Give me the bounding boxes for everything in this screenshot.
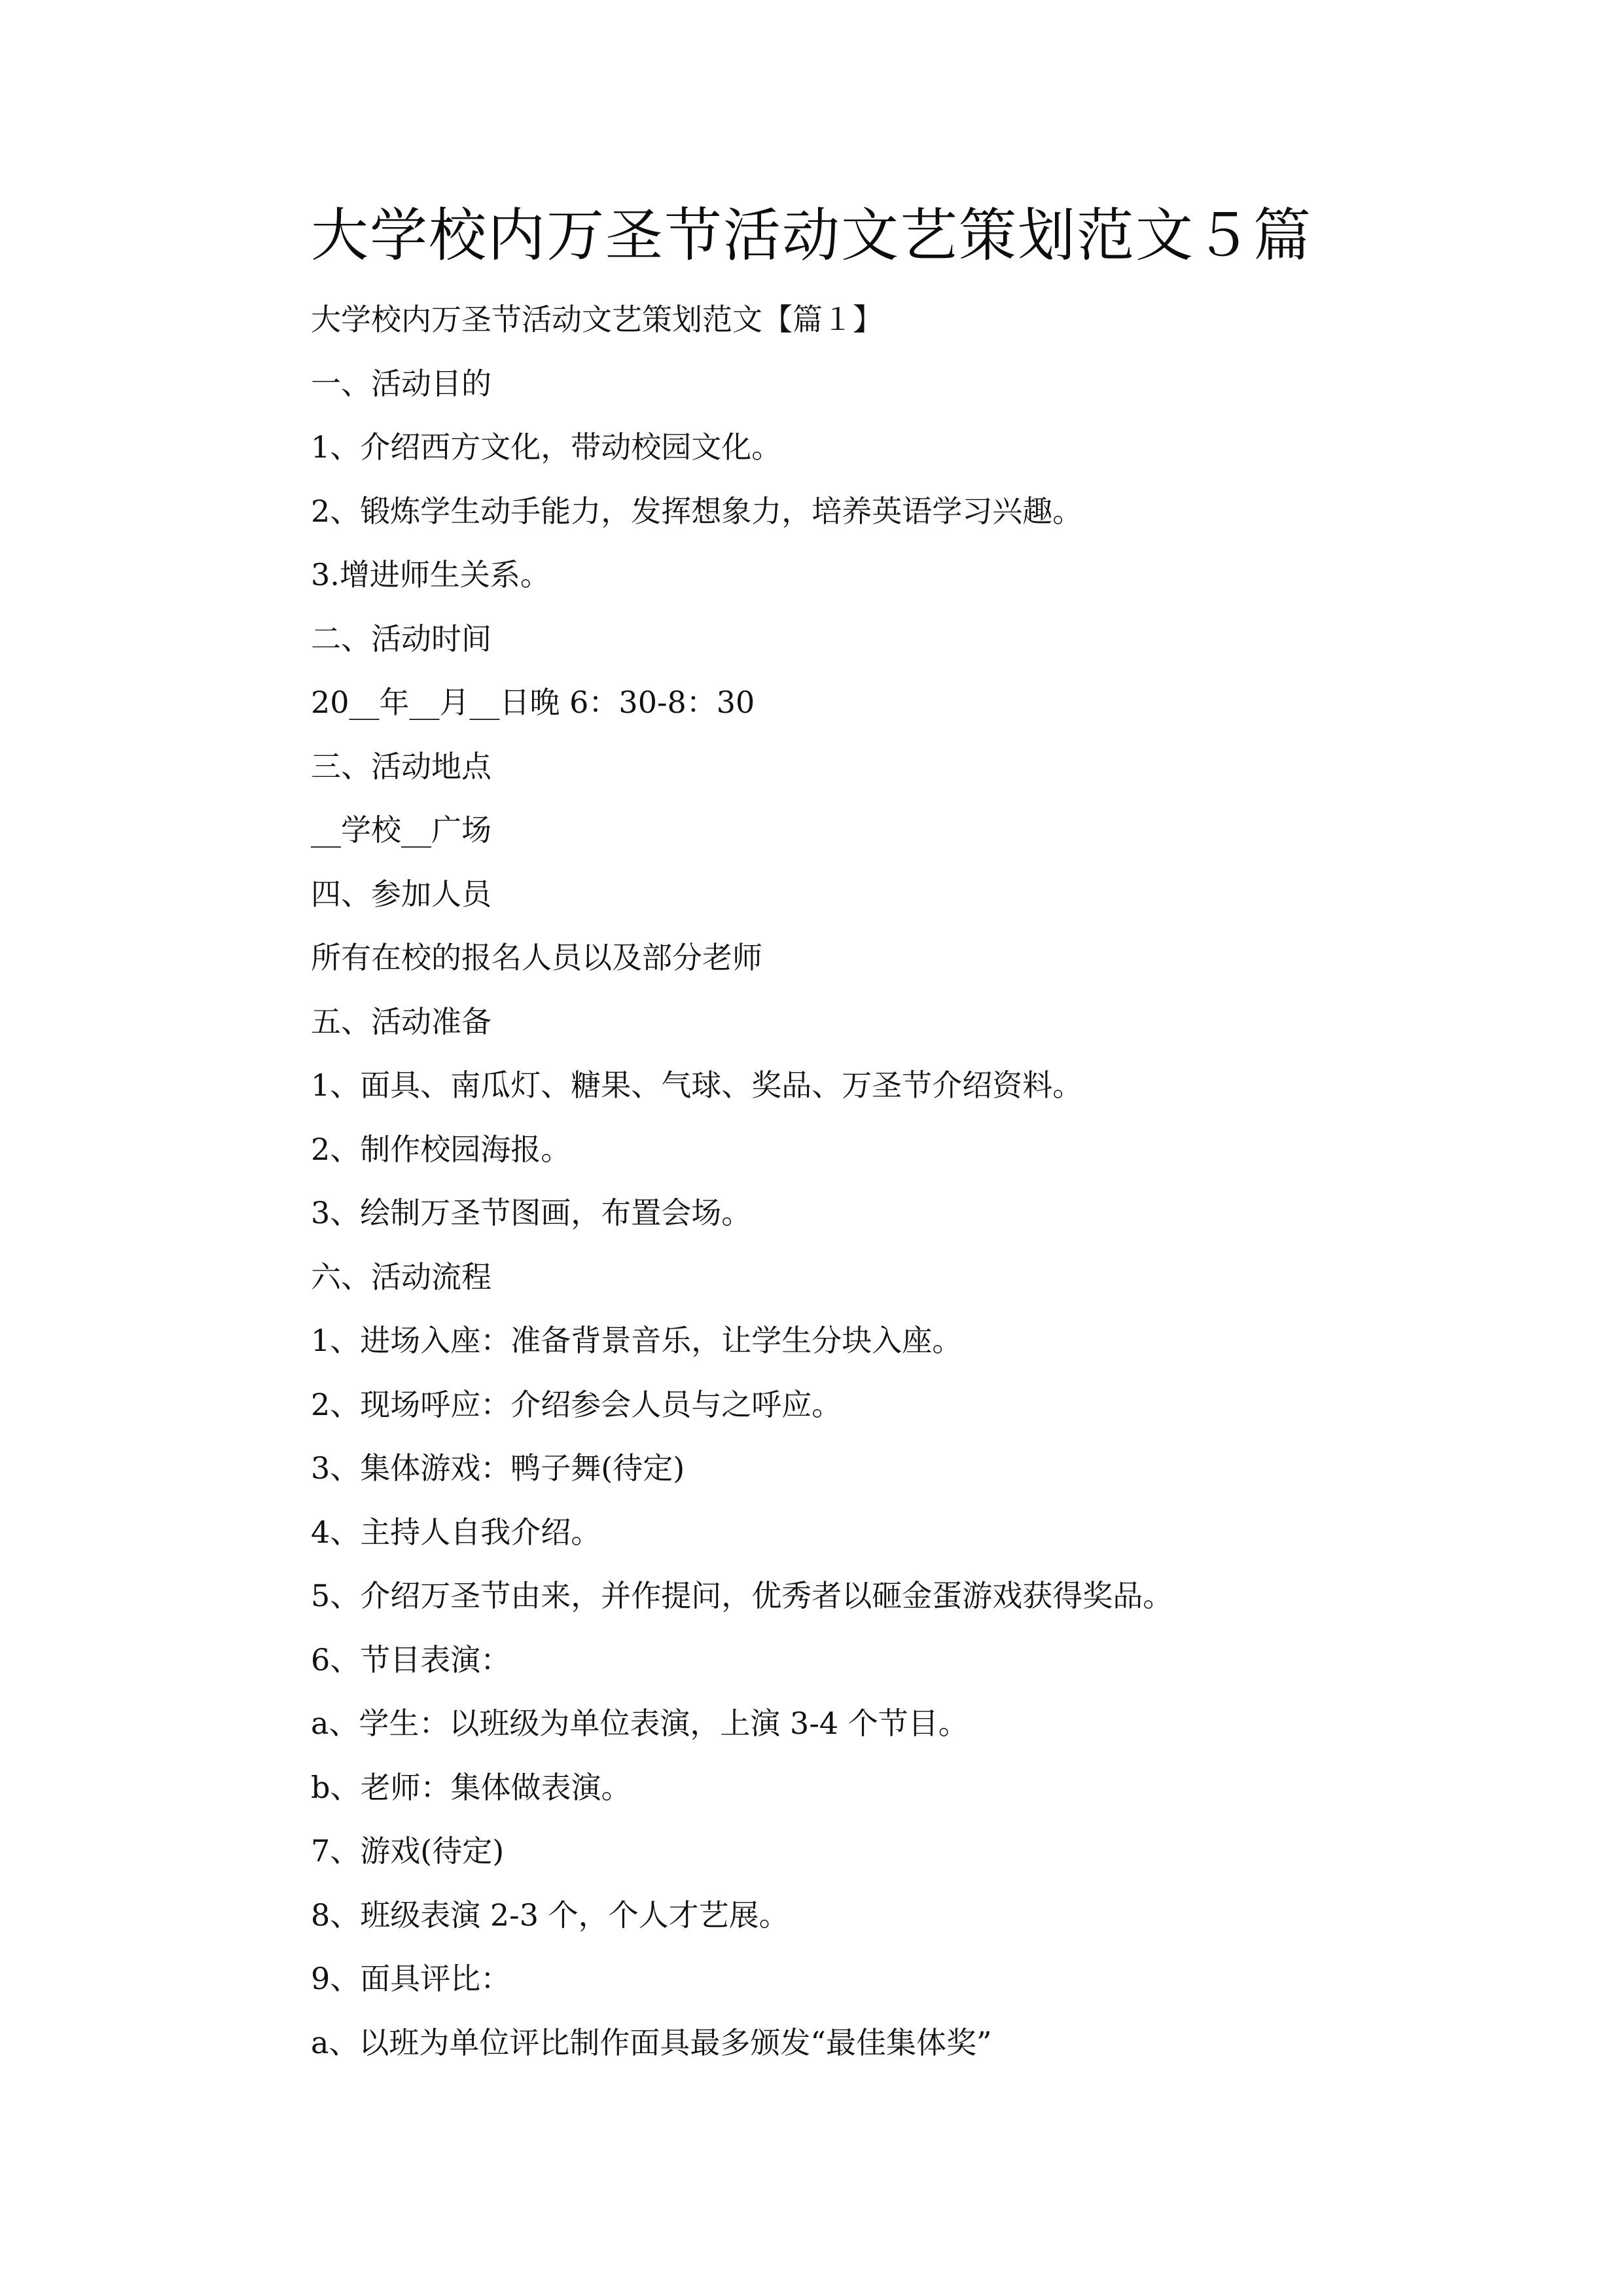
section-subtitle: 大学校内万圣节活动文艺策划范文【篇１】	[311, 302, 883, 337]
paragraph-line: 9、面具评比：	[311, 1961, 511, 1996]
section-heading-preparation: 五、活动准备	[311, 1003, 491, 1039]
document-title: 大学校内万圣节活动文艺策划范文５篇	[310, 202, 1312, 269]
paragraph-line: 1、进场入座：准备背景音乐，让学生分块入座。	[311, 1323, 963, 1358]
paragraph-line: 3、绘制万圣节图画，布置会场。	[311, 1195, 752, 1230]
section-heading-purpose: 一、活动目的	[311, 365, 491, 401]
paragraph-line: 20__年__月__日晚 6：30-8：30	[311, 685, 755, 720]
document-body	[311, 288, 1554, 2075]
section-heading-location: 三、活动地点	[311, 748, 491, 784]
paragraph-line: 5、介绍万圣节由来，并作提问，优秀者以砸金蛋游戏获得奖品。	[311, 1578, 1173, 1613]
section-heading-process: 六、活动流程	[311, 1259, 491, 1295]
section-heading-time: 二、活动时间	[311, 620, 491, 656]
paragraph-line: 1、介绍西方文化，带动校园文化。	[311, 429, 782, 465]
paragraph-line: a、以班为单位评比制作面具最多颁发“最佳集体奖”	[311, 2024, 992, 2060]
paragraph-line: 3.增进师生关系。	[311, 557, 550, 592]
section-heading-participants: 四、参加人员	[311, 876, 491, 912]
paragraph-line: b、老师：集体做表演。	[311, 1769, 632, 1805]
paragraph-line: 8、班级表演 2-3 个，个人才艺展。	[311, 1897, 789, 1933]
paragraph-line: 2、制作校园海报。	[311, 1131, 571, 1167]
paragraph-line: 1、面具、南瓜灯、糖果、气球、奖品、万圣节介绍资料。	[311, 1067, 1083, 1103]
paragraph-line: 4、主持人自我介绍。	[311, 1514, 601, 1550]
paragraph-line: 7、游戏(待定)	[311, 1833, 505, 1869]
paragraph-line: 2、现场呼应：介绍参会人员与之呼应。	[311, 1386, 842, 1422]
paragraph-line: a、学生：以班级为单位表演，上演 3-4 个节目。	[311, 1706, 969, 1741]
paragraph-line: 6、节目表演：	[311, 1641, 511, 1677]
paragraph-line: 所有在校的报名人员以及部分老师	[311, 940, 762, 975]
paragraph-line: __学校__广场	[311, 812, 491, 848]
paragraph-line: 3、集体游戏：鸭子舞(待定)	[311, 1450, 685, 1486]
paragraph-line: 2、锻炼学生动手能力，发挥想象力，培养英语学习兴趣。	[311, 493, 1083, 529]
